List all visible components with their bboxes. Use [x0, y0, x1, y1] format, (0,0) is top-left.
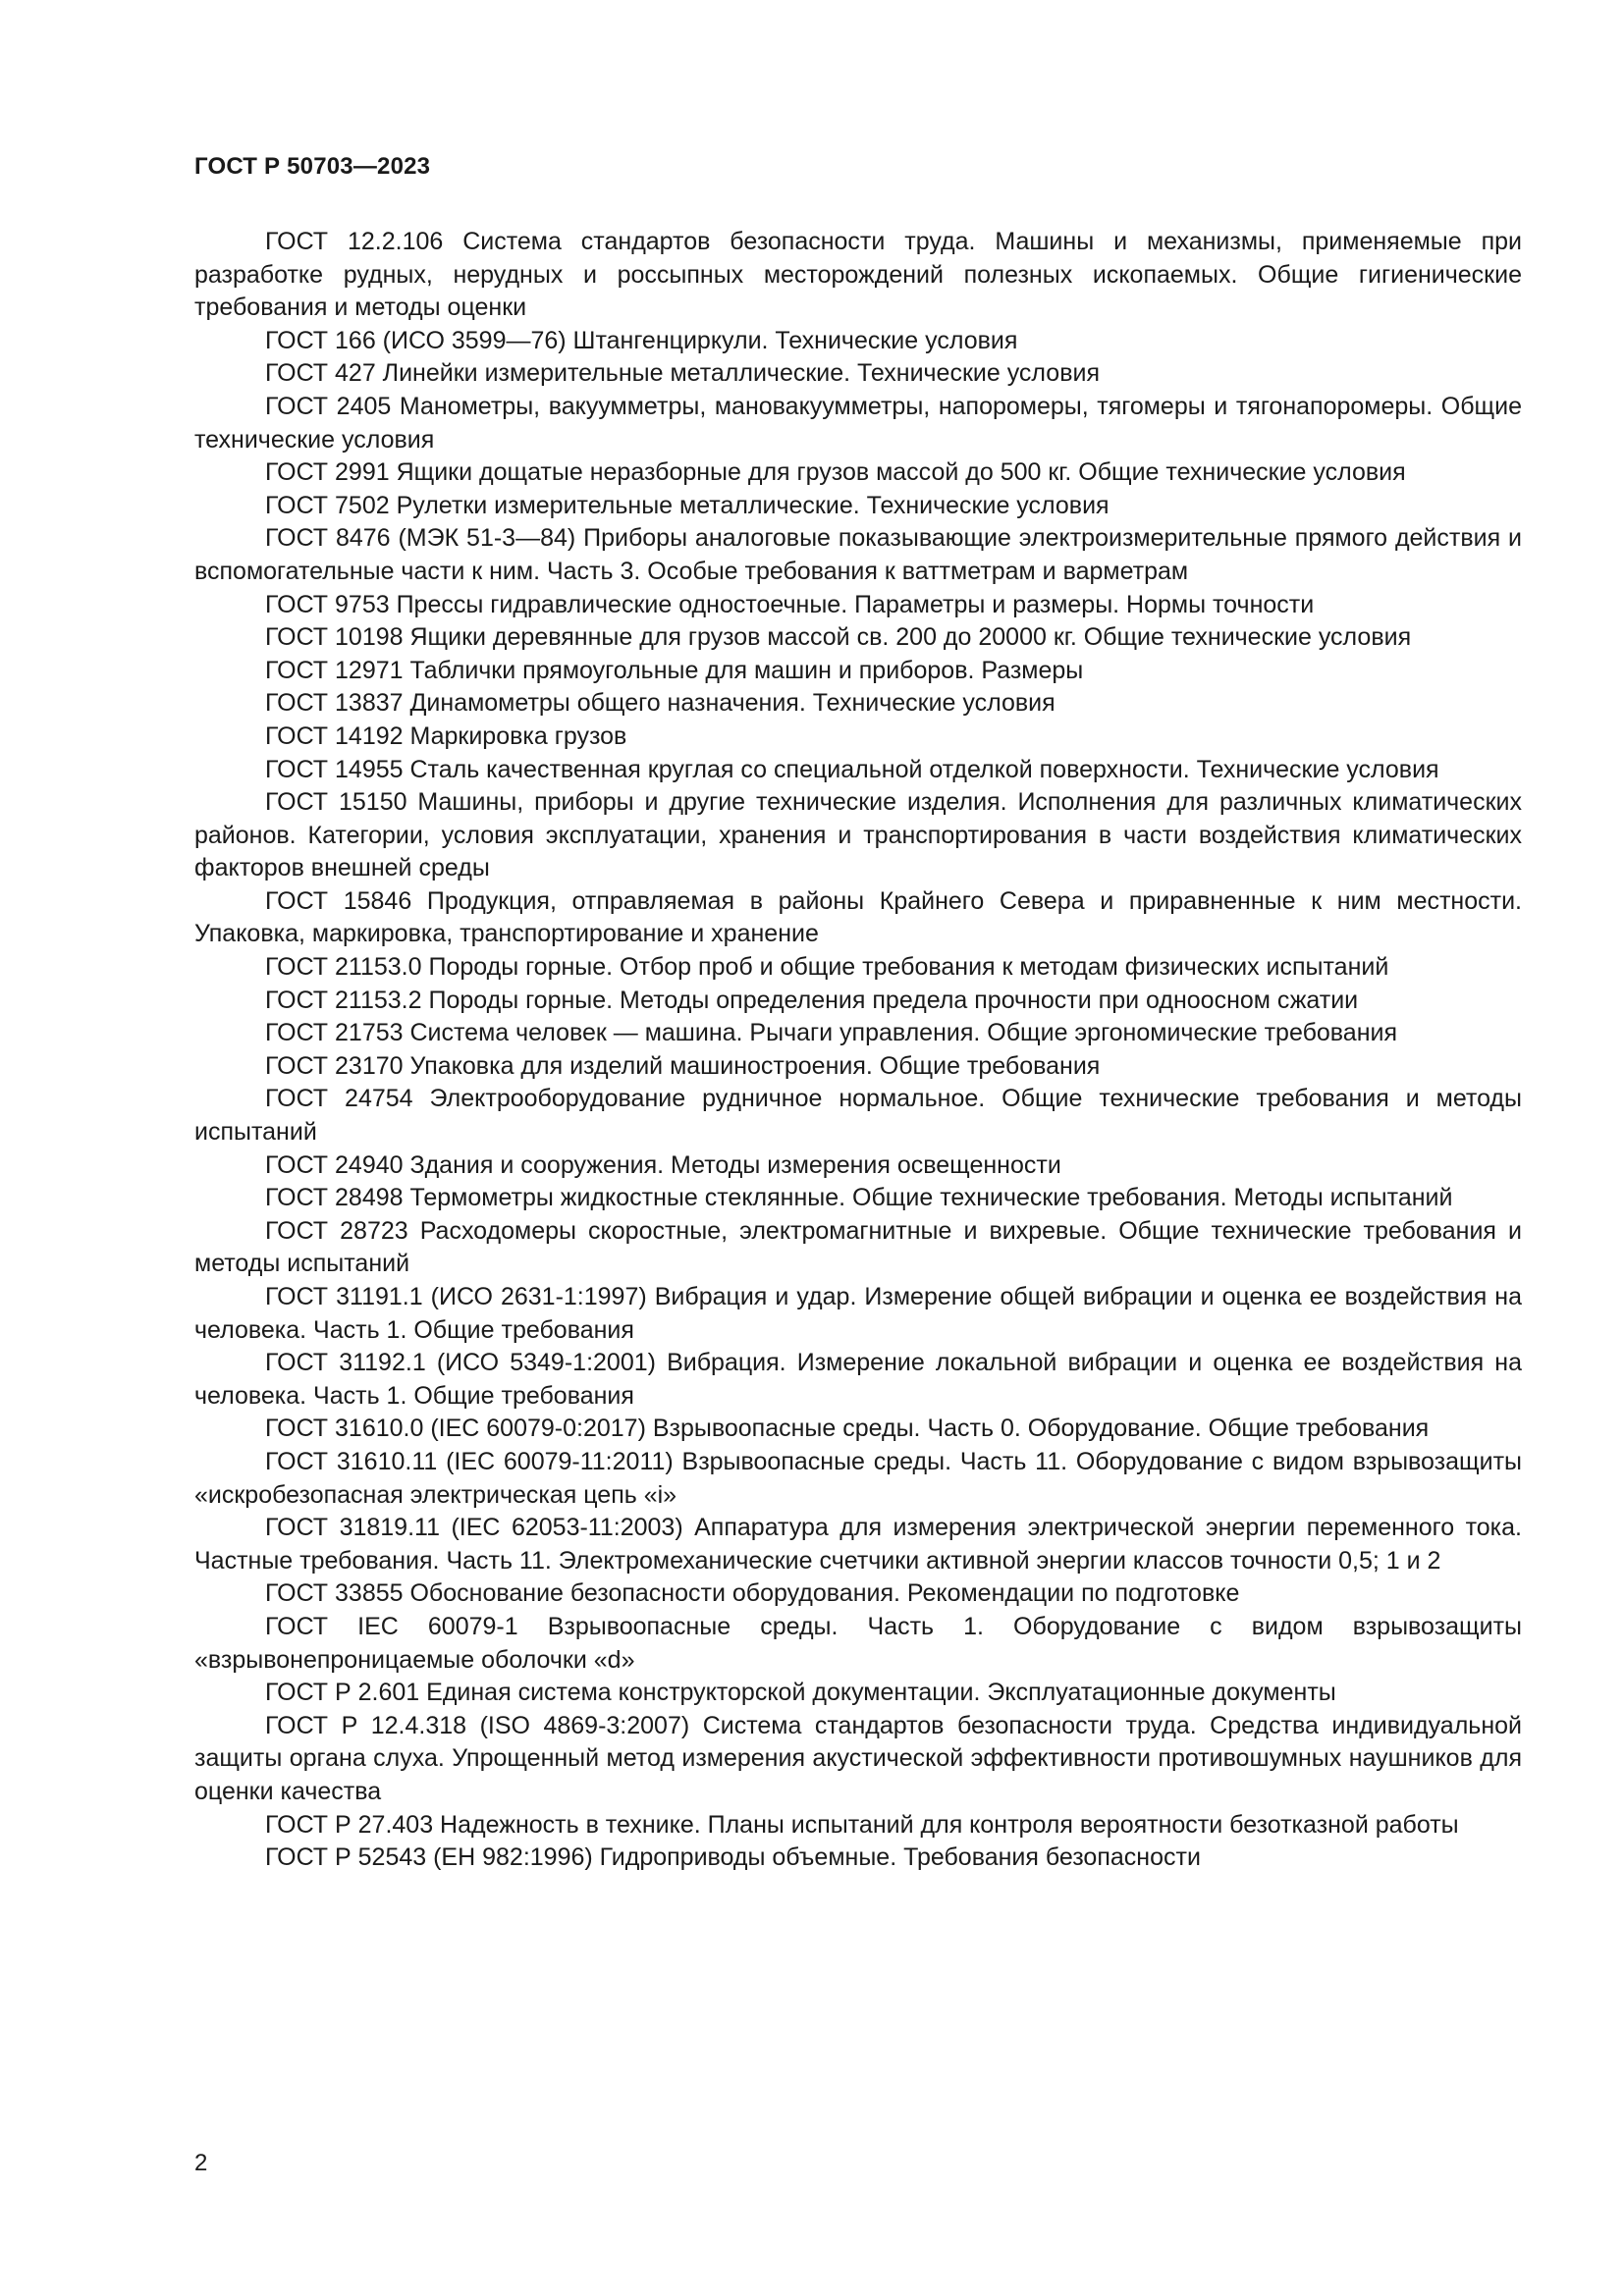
reference-item: ГОСТ 31819.11 (IEC 62053-11:2003) Аппаратура для измерения электрической энергии переменного тока. Частные требования. Часть 11. Электромеханические счетчики активной энергии классов точности 0,5; 1 и 2: [194, 1514, 1522, 1575]
reference-item: ГОСТ 15846 Продукция, отправляемая в районы Крайнего Севера и приравненные к ним местности. Упаковка, маркировка, транспортирование и хранение: [194, 886, 1522, 948]
reference-item: ГОСТ 9753 Прессы гидравлические одностоечные. Параметры и размеры. Нормы точности: [265, 590, 1315, 618]
reference-item: ГОСТ 14192 Маркировка грузов: [265, 721, 627, 750]
reference-item: ГОСТ 2405 Манометры, вакуумметры, мановакуумметры, напоромеры, тягомеры и тягонапоромеры. Общие технические условия: [194, 392, 1522, 454]
reference-item: ГОСТ 24754 Электрооборудование рудничное нормальное. Общие технические требования и методы испытаний: [194, 1085, 1522, 1147]
reference-item: ГОСТ 21753 Система человек — машина. Рычаги управления. Общие эргономические требования: [265, 1019, 1398, 1047]
reference-item: ГОСТ 15150 Машины, приборы и другие технические изделия. Исполнения для различных климатических районов. Категории, условия эксплуатации, хранения и транспортирования в части воздействия климатических факторов внешней среды: [194, 788, 1522, 882]
reference-item: ГОСТ 28498 Термометры жидкостные стеклянные. Общие технические требования. Методы испытаний: [265, 1184, 1453, 1212]
reference-item: ГОСТ 13837 Динамометры общего назначения. Технические условия: [265, 689, 1056, 718]
reference-item: ГОСТ 166 (ИСО 3599—76) Штангенциркули. Технические условия: [265, 326, 1018, 354]
reference-item: ГОСТ Р 52543 (ЕН 982:1996) Гидроприводы объемные. Требования безопасности: [265, 1843, 1201, 1872]
reference-item: ГОСТ 12.2.106 Система стандартов безопасности труда. Машины и механизмы, применяемые при разработке рудных, нерудных и россыпных месторождений полезных ископаемых. Общие гигиенические требования и методы оценки: [194, 228, 1522, 322]
reference-item: ГОСТ 31610.0 (IEC 60079-0:2017) Взрывоопасные среды. Часть 0. Оборудование. Общие требования: [265, 1415, 1430, 1443]
reference-item: ГОСТ 28723 Расходомеры скоростные, электромагнитные и вихревые. Общие технические требования и методы испытаний: [194, 1216, 1522, 1278]
reference-item: ГОСТ 31192.1 (ИСО 5349-1:2001) Вибрация. Измерение локальной вибрации и оценка ее воздействия на человека. Часть 1. Общие требования: [194, 1349, 1522, 1410]
reference-item: ГОСТ Р 2.601 Единая система конструкторской документации. Эксплуатационные документы: [265, 1679, 1336, 1707]
reference-item: ГОСТ 10198 Ящики деревянные для грузов массой св. 200 до 20000 кг. Общие технические условия: [265, 623, 1412, 652]
reference-item: ГОСТ 2991 Ящики дощатые неразборные для грузов массой до 500 кг. Общие технические условия: [265, 458, 1406, 487]
reference-item: ГОСТ IEC 60079-1 Взрывоопасные среды. Часть 1. Оборудование с видом взрывозащиты «взрывонепроницаемые оболочки «d»: [194, 1612, 1522, 1674]
page-number: 2: [194, 2150, 208, 2176]
normative-references-list: [194, 226, 1522, 1875]
reference-item: ГОСТ 31191.1 (ИСО 2631-1:1997) Вибрация и удар. Измерение общей вибрации и оценка ее воздействия на человека. Часть 1. Общие требования: [194, 1283, 1522, 1344]
reference-item: ГОСТ 31610.11 (IEC 60079-11:2011) Взрывоопасные среды. Часть 11. Оборудование с видом взрывозащиты «искробезопасная электрическая цепь «i»: [194, 1447, 1522, 1509]
reference-item: ГОСТ Р 27.403 Надежность в технике. Планы испытаний для контроля вероятности безотказной работы: [265, 1810, 1459, 1839]
reference-item: ГОСТ 427 Линейки измерительные металлические. Технические условия: [265, 359, 1100, 388]
reference-item: ГОСТ 24940 Здания и сооружения. Методы измерения освещенности: [265, 1150, 1061, 1179]
reference-item: ГОСТ 33855 Обоснование безопасности оборудования. Рекомендации по подготовке: [265, 1579, 1240, 1608]
reference-item: ГОСТ 14955 Сталь качественная круглая со специальной отделкой поверхности. Технические условия: [265, 755, 1439, 783]
reference-item: ГОСТ Р 12.4.318 (ISO 4869-3:2007) Система стандартов безопасности труда. Средства индивидуальной защиты органа слуха. Упрощенный метод измерения акустической эффективности противошумных наушников для оценки качества: [194, 1711, 1522, 1805]
reference-item: ГОСТ 23170 Упаковка для изделий машиностроения. Общие требования: [265, 1051, 1101, 1080]
reference-item: ГОСТ 12971 Таблички прямоугольные для машин и приборов. Размеры: [265, 656, 1084, 684]
reference-item: ГОСТ 21153.0 Породы горные. Отбор проб и общие требования к методам физических испытаний: [265, 953, 1389, 982]
reference-item: ГОСТ 7502 Рулетки измерительные металлические. Технические условия: [265, 491, 1110, 519]
document-code-header: ГОСТ Р 50703—2023: [194, 153, 431, 180]
reference-item: ГОСТ 21153.2 Породы горные. Методы определения предела прочности при одноосном сжатии: [265, 986, 1359, 1014]
reference-item: ГОСТ 8476 (МЭК 51-3—84) Приборы аналоговые показывающие электроизмерительные прямого действия и вспомогательные части к ним. Часть 3. Особые требования к ваттметрам и варметрам: [194, 524, 1522, 585]
